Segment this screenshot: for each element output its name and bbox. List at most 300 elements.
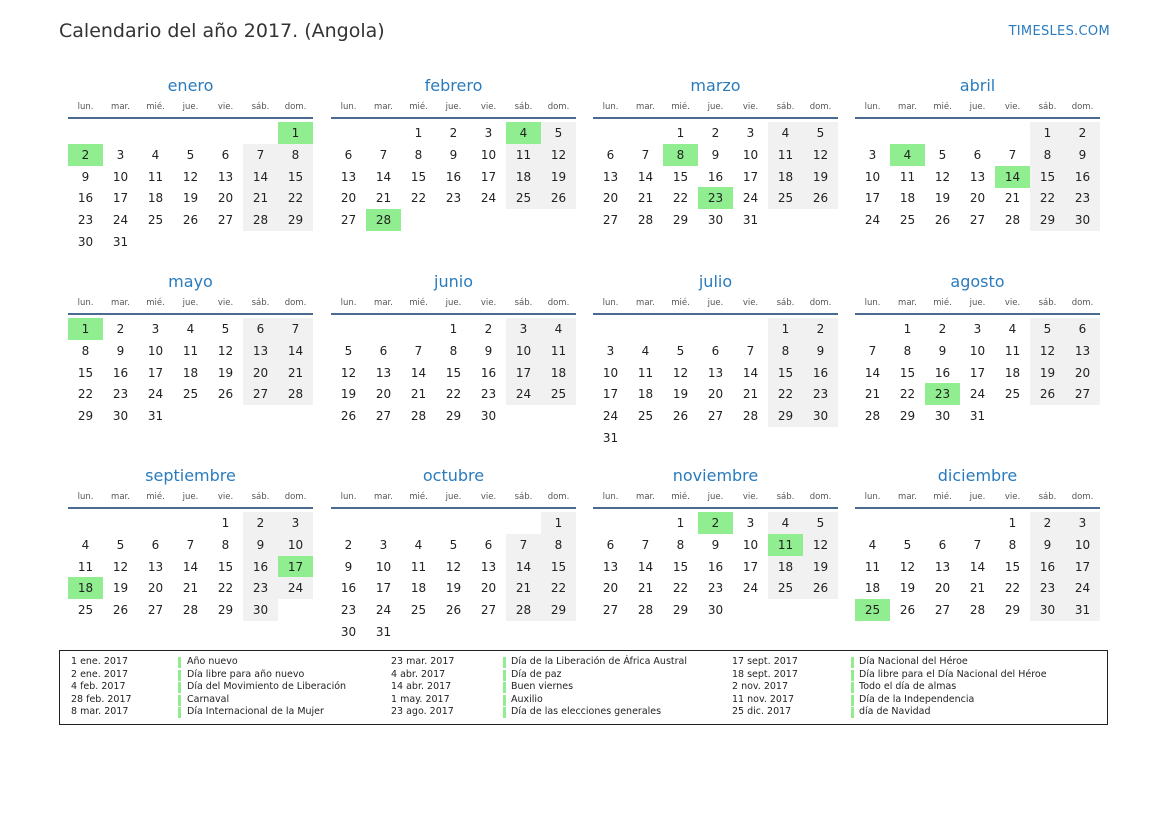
day-cell: 3 bbox=[151, 322, 160, 336]
weekday-header bbox=[593, 492, 838, 506]
day-cell: 14 bbox=[278, 340, 313, 362]
weekday-header bbox=[68, 102, 313, 116]
day-cell: 5 bbox=[903, 537, 912, 552]
day-cell: 15 bbox=[278, 166, 313, 188]
day-cell: 26 bbox=[899, 603, 916, 618]
holiday-day: 4 bbox=[506, 122, 541, 144]
day-cell: 19 bbox=[934, 191, 951, 206]
day-cell: 20 bbox=[217, 191, 234, 206]
day-cell: 11 bbox=[541, 340, 576, 362]
day-cell: 2 bbox=[803, 318, 838, 340]
day-cell: 21 bbox=[637, 191, 654, 206]
weekday-label: jue. bbox=[182, 102, 199, 112]
day-cell: 5 bbox=[803, 122, 838, 144]
day-cell: 18 bbox=[1004, 365, 1021, 380]
weekday-label: mar. bbox=[636, 298, 655, 308]
month-title: septiembre bbox=[145, 466, 236, 485]
legend-holiday-name: Día libre para el Día Nacional del Héroe bbox=[859, 668, 1047, 680]
day-cell: 7 bbox=[278, 318, 313, 340]
weekday-label: mar. bbox=[898, 492, 917, 502]
day-cell: 19 bbox=[899, 581, 916, 596]
day-cell: 31 bbox=[375, 625, 392, 639]
day-cell: 8 bbox=[81, 343, 90, 358]
day-cell: 25 bbox=[768, 577, 803, 599]
weekday-label: lun. bbox=[340, 492, 357, 502]
day-cell: 13 bbox=[375, 365, 392, 380]
day-cell: 3 bbox=[746, 516, 755, 530]
day-cell: 14 bbox=[637, 559, 654, 574]
day-cell: 5 bbox=[449, 537, 458, 552]
day-cell: 20 bbox=[602, 581, 619, 596]
day-cell: 8 bbox=[1008, 537, 1017, 552]
header-rule bbox=[68, 507, 313, 509]
day-cell: 14 bbox=[182, 559, 199, 574]
day-cell: 26 bbox=[803, 187, 838, 209]
day-cell: 6 bbox=[344, 147, 353, 162]
day-cell: 4 bbox=[1008, 322, 1017, 336]
day-cell: 3 bbox=[506, 318, 541, 340]
day-cell: 26 bbox=[672, 409, 689, 424]
day-cell: 3 bbox=[973, 322, 982, 336]
day-cell: 1 bbox=[1030, 122, 1065, 144]
day-cell: 17 bbox=[742, 559, 759, 574]
weekday-label: mar. bbox=[111, 492, 130, 502]
day-cell: 19 bbox=[803, 556, 838, 578]
day-cell: 27 bbox=[1065, 383, 1100, 405]
weekday-label: lun. bbox=[77, 492, 94, 502]
day-cell: 18 bbox=[182, 365, 199, 380]
weekday-label: lun. bbox=[602, 102, 619, 112]
day-cell: 30 bbox=[1030, 599, 1065, 621]
day-cell: 10 bbox=[480, 147, 497, 162]
day-cell: 4 bbox=[541, 318, 576, 340]
holiday-day: 25 bbox=[855, 599, 890, 621]
day-cell: 25 bbox=[899, 213, 916, 228]
month-noviembre bbox=[593, 466, 838, 652]
weekday-label: dom. bbox=[809, 102, 832, 112]
weekday-label: mié. bbox=[933, 298, 952, 308]
weekday-label: mar. bbox=[898, 102, 917, 112]
day-cell: 4 bbox=[868, 537, 877, 552]
day-cell: 12 bbox=[541, 144, 576, 166]
holiday-day: 18 bbox=[68, 577, 103, 599]
month-abril bbox=[855, 76, 1100, 262]
holiday-day: 23 bbox=[925, 383, 960, 405]
weekday-label: dom. bbox=[809, 298, 832, 308]
weekday-label: sáb. bbox=[1038, 298, 1057, 308]
day-cell: 23 bbox=[243, 577, 278, 599]
day-cell: 26 bbox=[934, 213, 951, 228]
legend-marker bbox=[503, 707, 506, 718]
day-cell: 13 bbox=[602, 169, 619, 184]
legend-marker bbox=[851, 707, 854, 718]
weekday-label: mar. bbox=[111, 298, 130, 308]
day-cell: 7 bbox=[414, 343, 423, 358]
day-cell: 24 bbox=[506, 383, 541, 405]
holiday-day: 2 bbox=[68, 144, 103, 166]
day-cell: 25 bbox=[1004, 387, 1021, 402]
month-title: agosto bbox=[950, 272, 1005, 291]
day-cell: 12 bbox=[672, 365, 689, 380]
day-cell: 12 bbox=[803, 144, 838, 166]
weekday-header bbox=[331, 492, 576, 506]
weekday-label: mié. bbox=[409, 298, 428, 308]
day-cell: 23 bbox=[480, 387, 497, 402]
weekday-label: jue. bbox=[445, 102, 462, 112]
weekday-header bbox=[855, 492, 1100, 506]
weekday-label: dom. bbox=[809, 492, 832, 502]
day-cell: 28 bbox=[742, 409, 759, 424]
holiday-day: 1 bbox=[68, 318, 103, 340]
holiday-day: 11 bbox=[768, 534, 803, 556]
weekday-label: mié. bbox=[671, 492, 690, 502]
month-title: julio bbox=[698, 272, 733, 291]
day-cell: 4 bbox=[414, 537, 423, 552]
day-cell: 5 bbox=[221, 322, 230, 336]
day-cell: 14 bbox=[243, 166, 278, 188]
day-cell: 13 bbox=[480, 559, 497, 574]
day-cell: 19 bbox=[541, 166, 576, 188]
day-cell: 15 bbox=[410, 169, 427, 184]
legend-date: 1 ene. 2017 bbox=[71, 656, 128, 667]
weekday-label: mié. bbox=[671, 298, 690, 308]
day-cell: 27 bbox=[602, 213, 619, 228]
day-cell: 21 bbox=[969, 581, 986, 596]
month-junio bbox=[331, 272, 576, 458]
day-cell: 9 bbox=[116, 343, 125, 358]
weekday-label: dom. bbox=[1071, 102, 1094, 112]
weekday-label: mar. bbox=[374, 492, 393, 502]
legend-date: 25 dic. 2017 bbox=[732, 706, 792, 718]
day-cell: 20 bbox=[707, 387, 724, 402]
day-cell: 14 bbox=[742, 365, 759, 380]
day-cell: 1 bbox=[903, 322, 912, 336]
weekday-label: vie. bbox=[1004, 492, 1021, 502]
day-cell: 11 bbox=[1004, 343, 1021, 358]
day-cell: 4 bbox=[81, 537, 90, 552]
weekday-label: mar. bbox=[374, 298, 393, 308]
day-cell: 16 bbox=[707, 559, 724, 574]
day-cell: 30 bbox=[112, 409, 129, 424]
month-septiembre bbox=[68, 466, 313, 652]
day-cell: 23 bbox=[445, 191, 462, 206]
day-cell: 14 bbox=[410, 365, 427, 380]
legend-marker bbox=[503, 657, 506, 668]
legend-marker bbox=[851, 695, 854, 706]
day-cell: 14 bbox=[637, 169, 654, 184]
day-cell: 3 bbox=[278, 512, 313, 534]
day-cell: 1 bbox=[1008, 516, 1017, 530]
day-cell: 12 bbox=[217, 343, 234, 358]
day-cell: 13 bbox=[1065, 340, 1100, 362]
weekday-header bbox=[68, 492, 313, 506]
legend-holiday-name: Día de paz bbox=[511, 668, 562, 680]
day-cell: 5 bbox=[116, 537, 125, 552]
legend-date: 17 sept. 2017 bbox=[732, 656, 798, 667]
day-cell: 29 bbox=[672, 213, 689, 228]
day-cell: 28 bbox=[637, 603, 654, 618]
day-cell: 22 bbox=[768, 383, 803, 405]
day-cell: 31 bbox=[1065, 599, 1100, 621]
weekday-label: lun. bbox=[864, 298, 881, 308]
day-cell: 11 bbox=[410, 559, 427, 574]
day-cell: 12 bbox=[445, 559, 462, 574]
day-cell: 21 bbox=[410, 387, 427, 402]
weekday-label: sáb. bbox=[251, 492, 270, 502]
day-cell: 31 bbox=[969, 409, 986, 424]
day-cell: 24 bbox=[147, 387, 164, 402]
day-cell: 21 bbox=[742, 387, 759, 402]
weekday-label: vie. bbox=[480, 102, 497, 112]
weekday-label: lun. bbox=[77, 102, 94, 112]
day-cell: 15 bbox=[217, 559, 234, 574]
day-cell: 5 bbox=[938, 147, 947, 162]
day-cell: 12 bbox=[182, 169, 199, 184]
legend-date: 14 abr. 2017 bbox=[391, 681, 452, 693]
day-cell: 12 bbox=[340, 365, 357, 380]
weekday-label: sáb. bbox=[514, 102, 533, 112]
day-cell: 3 bbox=[1065, 512, 1100, 534]
weekday-label: mié. bbox=[409, 492, 428, 502]
day-cell: 8 bbox=[768, 340, 803, 362]
day-cell: 30 bbox=[340, 625, 357, 639]
holiday-day: 1 bbox=[278, 122, 313, 144]
day-cell: 10 bbox=[742, 147, 759, 162]
day-cell: 17 bbox=[480, 169, 497, 184]
day-cell: 26 bbox=[445, 603, 462, 618]
month-julio bbox=[593, 272, 838, 458]
weekday-label: dom. bbox=[547, 492, 570, 502]
day-cell: 30 bbox=[1065, 209, 1100, 231]
day-cell: 23 bbox=[77, 213, 94, 228]
weekday-label: sáb. bbox=[1038, 102, 1057, 112]
legend-date: 4 feb. 2017 bbox=[71, 681, 126, 693]
day-cell: 22 bbox=[410, 191, 427, 206]
day-cell: 28 bbox=[637, 213, 654, 228]
day-cell: 17 bbox=[112, 191, 129, 206]
day-cell: 2 bbox=[711, 126, 720, 140]
day-cell: 19 bbox=[672, 387, 689, 402]
day-cell: 22 bbox=[278, 187, 313, 209]
day-cell: 29 bbox=[1004, 603, 1021, 618]
month-title: enero bbox=[167, 76, 214, 95]
day-cell: 24 bbox=[969, 387, 986, 402]
day-cell: 27 bbox=[217, 213, 234, 228]
day-cell: 30 bbox=[707, 213, 724, 228]
day-cell: 8 bbox=[676, 537, 685, 552]
day-cell: 7 bbox=[973, 537, 982, 552]
day-cell: 26 bbox=[340, 409, 357, 424]
weekday-label: vie. bbox=[1004, 102, 1021, 112]
day-cell: 21 bbox=[506, 577, 541, 599]
legend-date: 18 sept. 2017 bbox=[732, 668, 798, 680]
holiday-day: 23 bbox=[698, 187, 733, 209]
legend-date: 8 mar. 2017 bbox=[71, 706, 129, 718]
weekday-label: jue. bbox=[969, 298, 986, 308]
day-cell: 8 bbox=[221, 537, 230, 552]
weekday-label: mié. bbox=[146, 298, 165, 308]
day-cell: 19 bbox=[445, 581, 462, 596]
weekday-header bbox=[331, 102, 576, 116]
day-cell: 22 bbox=[672, 191, 689, 206]
day-cell: 8 bbox=[449, 343, 458, 358]
day-cell: 18 bbox=[147, 191, 164, 206]
day-cell: 12 bbox=[899, 559, 916, 574]
weekday-label: dom. bbox=[1071, 298, 1094, 308]
day-cell: 18 bbox=[637, 387, 654, 402]
day-cell: 20 bbox=[375, 387, 392, 402]
day-cell: 26 bbox=[1030, 383, 1065, 405]
day-cell: 1 bbox=[676, 516, 685, 530]
legend-marker bbox=[178, 657, 181, 668]
day-cell: 26 bbox=[541, 187, 576, 209]
day-cell: 27 bbox=[243, 383, 278, 405]
legend-marker bbox=[178, 707, 181, 718]
day-cell: 6 bbox=[973, 147, 982, 162]
day-cell: 10 bbox=[278, 534, 313, 556]
day-cell: 15 bbox=[768, 362, 803, 384]
day-cell: 18 bbox=[506, 166, 541, 188]
legend-date: 2 ene. 2017 bbox=[71, 668, 128, 680]
legend-holiday-name: Buen viernes bbox=[511, 681, 574, 693]
day-cell: 30 bbox=[803, 405, 838, 427]
day-cell: 8 bbox=[414, 147, 423, 162]
day-cell: 19 bbox=[112, 581, 129, 596]
day-cell: 23 bbox=[1030, 577, 1065, 599]
day-cell: 2 bbox=[484, 322, 493, 336]
day-cell: 9 bbox=[484, 343, 493, 358]
day-cell: 11 bbox=[864, 559, 881, 574]
weekday-header bbox=[593, 298, 838, 312]
weekday-label: jue. bbox=[969, 102, 986, 112]
day-cell: 27 bbox=[707, 409, 724, 424]
legend-date: 23 ago. 2017 bbox=[391, 706, 454, 718]
day-cell: 29 bbox=[278, 209, 313, 231]
weekday-label: vie. bbox=[217, 102, 234, 112]
day-cell: 14 bbox=[506, 556, 541, 578]
header-rule bbox=[855, 313, 1100, 315]
day-cell: 19 bbox=[1030, 362, 1065, 384]
day-cell: 20 bbox=[147, 581, 164, 596]
day-cell: 22 bbox=[1030, 187, 1065, 209]
day-cell: 7 bbox=[379, 147, 388, 162]
weekday-label: mar. bbox=[898, 298, 917, 308]
day-cell: 30 bbox=[934, 409, 951, 424]
header-rule bbox=[68, 117, 313, 119]
day-cell: 3 bbox=[746, 126, 755, 140]
day-cell: 18 bbox=[541, 362, 576, 384]
day-cell: 20 bbox=[969, 191, 986, 206]
month-agosto bbox=[855, 272, 1100, 458]
site-link[interactable]: TIMESLES.COM bbox=[1008, 24, 1110, 39]
day-cell: 5 bbox=[541, 122, 576, 144]
day-cell: 11 bbox=[768, 144, 803, 166]
weekday-label: sáb. bbox=[251, 102, 270, 112]
weekday-label: lun. bbox=[864, 102, 881, 112]
legend-marker bbox=[851, 682, 854, 693]
month-mayo bbox=[68, 272, 313, 458]
day-cell: 21 bbox=[375, 191, 392, 206]
day-cell: 27 bbox=[340, 213, 357, 228]
day-cell: 7 bbox=[868, 343, 877, 358]
day-cell: 18 bbox=[768, 556, 803, 578]
day-cell: 9 bbox=[711, 147, 720, 162]
day-cell: 27 bbox=[934, 603, 951, 618]
day-cell: 30 bbox=[707, 603, 724, 618]
header-rule bbox=[593, 313, 838, 315]
weekday-label: jue. bbox=[182, 492, 199, 502]
day-cell: 1 bbox=[449, 322, 458, 336]
weekday-header bbox=[855, 102, 1100, 116]
day-cell: 31 bbox=[147, 409, 164, 424]
weekday-label: dom. bbox=[547, 102, 570, 112]
day-cell: 22 bbox=[1004, 581, 1021, 596]
day-cell: 26 bbox=[217, 387, 234, 402]
day-cell: 9 bbox=[803, 340, 838, 362]
weekday-label: jue. bbox=[969, 492, 986, 502]
day-cell: 26 bbox=[112, 603, 129, 618]
weekday-label: jue. bbox=[182, 298, 199, 308]
header-rule bbox=[855, 117, 1100, 119]
day-cell: 9 bbox=[938, 343, 947, 358]
day-cell: 17 bbox=[864, 191, 881, 206]
day-cell: 28 bbox=[278, 383, 313, 405]
day-cell: 8 bbox=[1030, 144, 1065, 166]
legend-date: 2 nov. 2017 bbox=[732, 681, 788, 693]
day-cell: 6 bbox=[243, 318, 278, 340]
day-cell: 10 bbox=[864, 169, 881, 184]
month-title: octubre bbox=[422, 466, 485, 485]
page-title: Calendario del año 2017. (Angola) bbox=[59, 20, 385, 42]
day-cell: 28 bbox=[182, 603, 199, 618]
day-cell: 9 bbox=[711, 537, 720, 552]
day-cell: 28 bbox=[1004, 213, 1021, 228]
day-cell: 17 bbox=[602, 387, 619, 402]
day-cell: 27 bbox=[375, 409, 392, 424]
weekday-header bbox=[68, 298, 313, 312]
weekday-header bbox=[855, 298, 1100, 312]
weekday-label: sáb. bbox=[776, 102, 795, 112]
day-cell: 15 bbox=[1004, 559, 1021, 574]
month-febrero bbox=[331, 76, 576, 262]
day-cell: 14 bbox=[864, 365, 881, 380]
day-cell: 2 bbox=[449, 126, 458, 140]
day-cell: 22 bbox=[217, 581, 234, 596]
legend-holiday-name: Día de la Liberación de África Austral bbox=[511, 656, 687, 667]
day-cell: 7 bbox=[641, 537, 650, 552]
day-cell: 15 bbox=[1030, 166, 1065, 188]
day-cell: 5 bbox=[186, 147, 195, 162]
day-cell: 3 bbox=[484, 126, 493, 140]
day-cell: 1 bbox=[676, 126, 685, 140]
weekday-label: vie. bbox=[217, 492, 234, 502]
legend-marker bbox=[178, 695, 181, 706]
day-cell: 27 bbox=[969, 213, 986, 228]
weekday-label: mar. bbox=[636, 102, 655, 112]
day-cell: 24 bbox=[375, 603, 392, 618]
day-cell: 24 bbox=[864, 213, 881, 228]
weekday-label: mié. bbox=[933, 102, 952, 112]
header-rule bbox=[331, 117, 576, 119]
day-cell: 21 bbox=[182, 581, 199, 596]
weekday-label: lun. bbox=[602, 298, 619, 308]
day-cell: 16 bbox=[1030, 556, 1065, 578]
day-cell: 2 bbox=[938, 322, 947, 336]
day-cell: 23 bbox=[1065, 187, 1100, 209]
day-cell: 13 bbox=[934, 559, 951, 574]
day-cell: 18 bbox=[410, 581, 427, 596]
weekday-label: lun. bbox=[77, 298, 94, 308]
